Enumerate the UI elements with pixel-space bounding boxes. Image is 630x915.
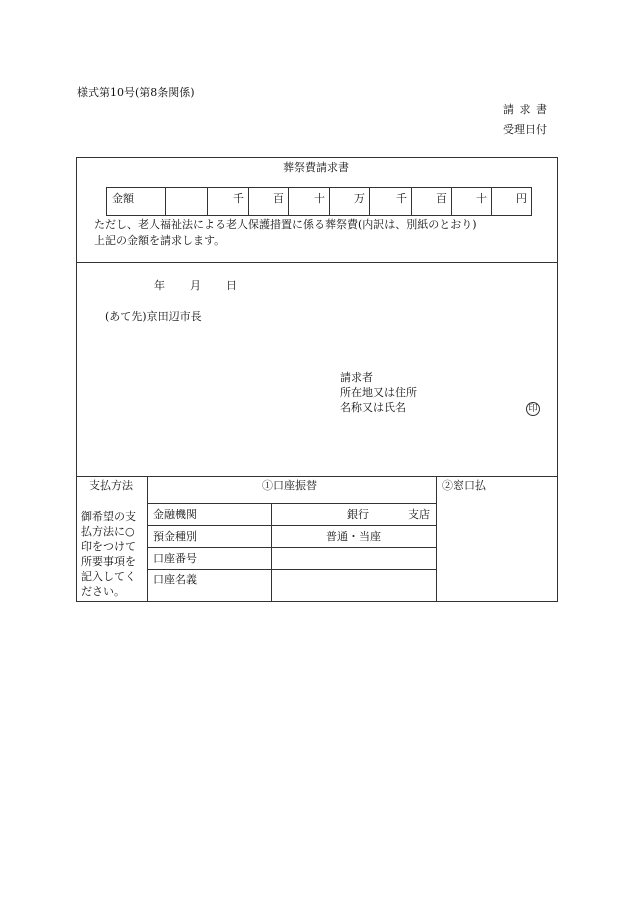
bank-suffix: 銀行	[347, 508, 369, 521]
claimant-label: 請求者	[340, 371, 373, 384]
instruction-line: 払方法に○	[81, 525, 135, 538]
amount-cell-ten-million[interactable]: 十	[288, 188, 329, 215]
date-month: 月	[190, 279, 201, 292]
row-line	[147, 569, 436, 570]
amount-label: 金額	[112, 192, 134, 205]
transfer-counter-divider	[436, 476, 437, 602]
amount-cell-blank[interactable]	[165, 188, 207, 215]
receipt-date-label: 受理日付	[503, 123, 547, 136]
amount-cell-yen[interactable]: 円	[491, 188, 531, 215]
name-label: 名称又は氏名	[340, 401, 406, 414]
address-label: 所在地又は住所	[340, 386, 417, 399]
document-type: 請 求 書	[503, 103, 548, 116]
transfer-option[interactable]: ①口座振替	[262, 479, 317, 492]
instruction-line: 所要事項を	[81, 555, 136, 568]
amount-cell-hundred[interactable]: 百	[411, 188, 451, 215]
addressee: (あて先)京田辺市長	[105, 310, 202, 323]
row-line	[147, 525, 436, 526]
date-day: 日	[226, 279, 237, 292]
section-divider	[76, 476, 558, 477]
request-text: 上記の金額を請求します。	[94, 234, 226, 247]
amount-cell-thousand[interactable]: 千	[369, 188, 411, 215]
bank-label: 金融機関	[153, 508, 197, 521]
proviso-text: ただし、老人福祉法による老人保護措置に係る葬祭費(内訳は、別紙のとおり)	[94, 218, 477, 231]
seal-icon: 印	[526, 402, 540, 416]
instruction-line: 印をつけて	[81, 540, 136, 553]
date-year: 年	[154, 279, 165, 292]
row-line	[147, 547, 436, 548]
counter-option[interactable]: ②窓口払	[442, 479, 486, 492]
branch-suffix: 支店	[408, 508, 430, 521]
bank-row-divider	[271, 503, 272, 602]
instruction-line: ださい。	[81, 585, 125, 598]
amount-cell-ten[interactable]: 十	[451, 188, 491, 215]
form-number: 様式第10号(第8条関係)	[77, 86, 195, 99]
account-holder-label: 口座名義	[153, 573, 197, 586]
amount-grid	[106, 187, 532, 216]
section-divider	[76, 262, 558, 263]
payment-col-divider	[147, 476, 148, 602]
account-type-label: 預金種別	[153, 530, 197, 543]
amount-cell-ten-thousand[interactable]: 万	[329, 188, 369, 215]
amount-cell-hundred-million[interactable]: 百	[248, 188, 288, 215]
amount-cell-thousand-million[interactable]: 千	[207, 188, 248, 215]
payment-method-label: 支払方法	[89, 479, 133, 492]
row-line	[147, 503, 436, 504]
instruction-line: 記入してく	[81, 570, 136, 583]
instruction-line: 御希望の支	[81, 510, 136, 523]
account-number-label: 口座番号	[153, 552, 197, 565]
account-type-options[interactable]: 普通・当座	[326, 530, 381, 543]
form-title: 葬祭費請求書	[283, 161, 349, 174]
